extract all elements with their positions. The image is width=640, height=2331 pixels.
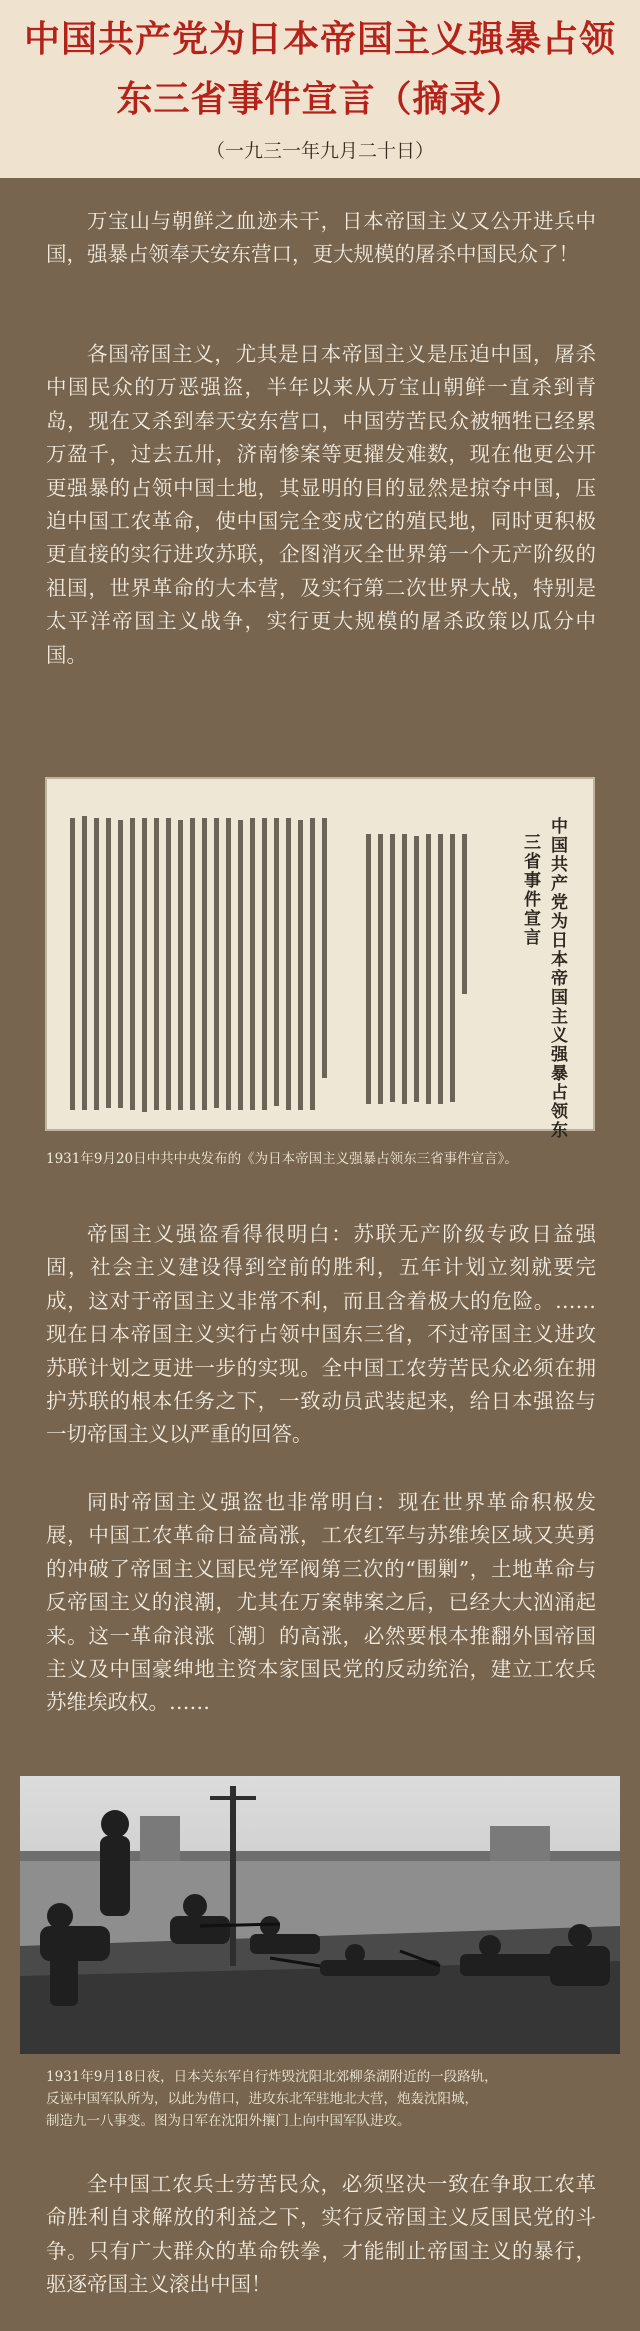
title-banner xyxy=(0,0,640,178)
soldiers-photo-caption-line-1: 1931年9月18日夜，日本关东军自行炸毁沈阳北郊柳条湖附近的一段路轨， xyxy=(46,2069,498,2085)
document-title-column-2: 三省事件宣言 xyxy=(524,833,541,948)
soldiers-photo-caption-line-3: 制造九一八事变。图为日军在沈阳外攘门上向中国军队进攻。 xyxy=(46,2113,411,2129)
document-scan-illustration xyxy=(46,778,594,1130)
paragraph-4: 同时帝国主义强盗也非常明白：现在世界革命积极发展，中国工农革命日益高涨，工农红军与苏维埃区域又英勇的冲破了帝国主义国民党军阀第三次的“围剿”，土地革命与反帝国主义的浪潮，尤其在万案韩案之后，已经大大汹涌起来。这一革命浪涨〔潮〕的高涨，必然要根本推翻外国帝国主义及中国豪绅地主资本家国民党的反动统治，建立工农兵苏维埃政权。…… xyxy=(46,1490,596,1715)
paragraph-5: 全中国工农兵士劳苦民众，必须坚决一致在争取工农革命胜利自求解放的利益之下，实行反帝国主义反国民党的斗争。只有广大群众的革命铁拳，才能制止帝国主义的暴行，驱逐帝国主义滚出中国！ xyxy=(46,2172,596,2297)
page-title-line-1: 中国共产党为日本帝国主义强暴占领 xyxy=(23,18,616,60)
soldiers-photo-illustration xyxy=(20,1776,620,2054)
document-photo-caption: 1931年9月20日中共中央发布的《为日本帝国主义强暴占领东三省事件宣言》。 xyxy=(46,1151,518,1167)
soldiers-attack-photo xyxy=(20,1776,620,2054)
document-title-column-1: 中国共产党为日本帝国主义强暴占领东 xyxy=(551,817,568,1141)
paragraph-1: 万宝山与朝鲜之血迹未干，日本帝国主义又公开进兵中国，强暴占领奉天安东营口，更大规模的屠杀中国民众了！ xyxy=(46,209,596,267)
paragraph-2: 各国帝国主义，尤其是日本帝国主义是压迫中国，屠杀中国民众的万恶强盗，半年以来从万宝山朝鲜一直杀到青岛，现在又杀到奉天安东营口，中国劳苦民众被牺牲已经累万盈千，过去五卅，济南惨案等更擢发难数，现在他更公开更强暴的占领中国土地，其显明的目的显然是掠夺中国，压迫中国工农革命，使中国完全变成它的殖民地，同时更积极更直接的实行进攻苏联，企图消灭全世界第一个无产阶级的祖国，世界革命的大本营，及实行第二次世界大战，特别是太平洋帝国主义战争，实行更大规模的屠杀政策以瓜分中国。 xyxy=(46,342,596,667)
paragraph-3: 帝国主义强盗看得很明白：苏联无产阶级专政日益强固，社会主义建设得到空前的胜利，五年计划立刻就要完成，这对于帝国主义非常不利，而且含着极大的危险。……现在日本帝国主义实行占领中国东三省，不过帝国主义进攻苏联计划之更进一步的实现。全中国工农劳苦民众必须在拥护苏联的根本任务之下，一致动员武装起来，给日本强盗与一切帝国主义以严重的回答。 xyxy=(46,1222,596,1447)
soldiers-photo-caption-line-2: 反诬中国军队所为，以此为借口，进攻东北军驻地北大营，炮轰沈阳城， xyxy=(46,2091,478,2107)
declaration-document-photo xyxy=(46,778,594,1141)
page-title-line-2: 东三省事件宣言（摘录） xyxy=(116,78,524,120)
document-date: （一九三一年九月二十日） xyxy=(205,140,434,162)
